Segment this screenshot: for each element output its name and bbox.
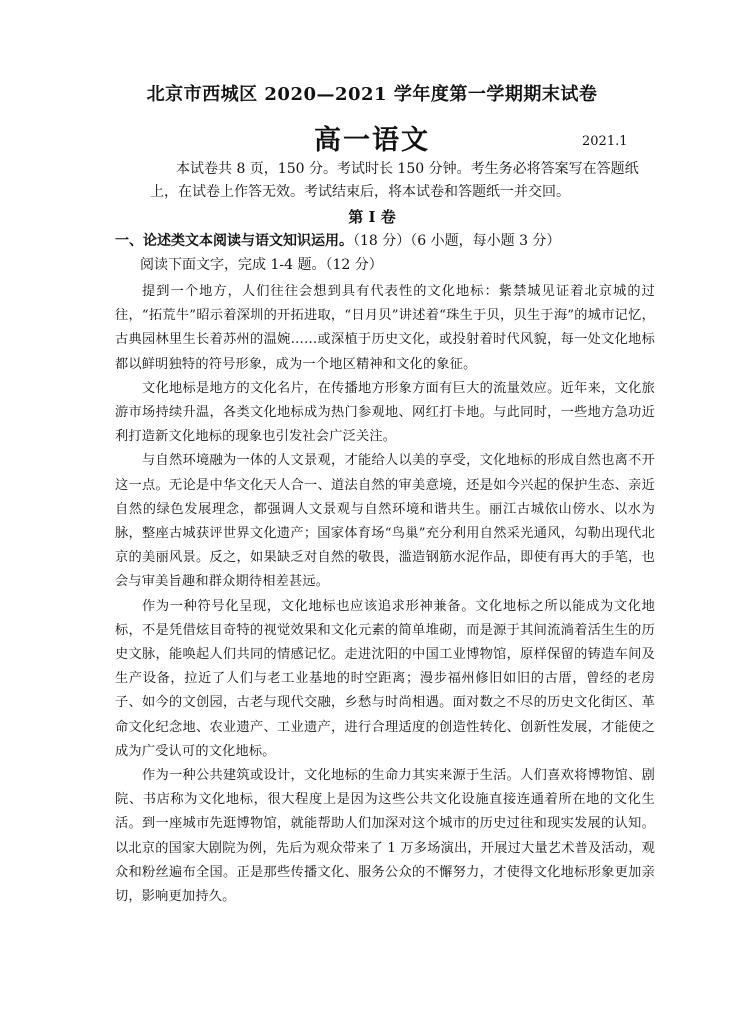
section-title: 一、论述类文本阅读与语文知识运用。 [115,233,353,249]
volume-heading: 第 I 卷 [348,208,396,226]
section-heading [115,230,675,250]
subject-title: 高一语文 [314,125,430,156]
article-paragraph-2: 文化地标是地方的文化名片，在传播地方形象方面有巨大的流量效应。近年来，文化旅游市场持续升温，各类文化地标成为热门参观地、网红打卡地。与此同时，一些地方急功近利打造新文化地标的现象也引发社会广泛关注。 [115,380,655,445]
article-paragraph-5: 作为一种公共建筑或设计，文化地标的生命力其实来源于生活。人们喜欢将博物馆、剧院、书店称为文化地标，很大程度上是因为这些公共文化设施直接连通着所在地的文化生活。到一座城市先逛博物馆，就能帮助人们加深对这个城市的历史过往和现实发展的认知。以北京的国家大剧院为例，先后为观众带来了 1 万多场演出，开展过大量艺术普及活动，观众和粉丝遍布全国。正是那些传播文化、服务公众的不懈努力，才使得文化地标形象更加亲切，影响更加持久。 [115,768,655,905]
section-detail: （18 分）（6 小题，每小题 3 分） [353,233,561,249]
article-paragraph-4: 作为一种符号化呈现，文化地标也应该追求形神兼备。文化地标之所以能成为文化地标，不是凭借炫目奇特的视觉效果和文化元素的简单堆砌，而是源于其间流淌着活生生的历史文脉，能唤起人们共同的情感记忆。走进沈阳的中国工业博物馆，原样保留的铸造车间及生产设备，拉近了人们与老工业基地的时空距离；漫步福州修旧如旧的古厝，曾经的老房子、如今的文创园，古老与现代交融，乡愁与时尚相遇。面对数之不尽的历史文化街区、革命文化纪念地、农业遗产、工业遗产，进行合理适度的创造性转化、创新性发展，才能使之成为广受认可的文化地标。 [115,598,655,759]
exam-header: 北京市西城区 2020—2021 学年度第一学期期末试卷 [146,84,598,105]
exam-intro: 本试卷共 8 页，150 分。考试时长 150 分钟。考生务必将答案写在答题纸上，在试卷上作答无效。考试结束后，将本试卷和答题纸一并交回。 [150,161,639,200]
exam-date: 2021.1 [582,134,628,149]
reading-article [115,280,655,909]
reading-instruction: 阅读下面文字，完成 1-4 题。（12 分） [140,257,383,273]
article-paragraph-3: 与自然环境融为一体的人文景观，才能给人以美的享受，文化地标的形成自然也离不开这一点。无论是中华文化天人合一、道法自然的审美意境，还是如今兴起的保护生态、亲近自然的绿色发展理念，都强调人文景观与自然环境和谐共生。丽江古城依山傍水、以水为脉，整座古城获评世界文化遗产；国家体育场“鸟巢”充分利用自然采光通风，勾勒出现代北京的美丽风景。反之，如果缺乏对自然的敬畏，滥造钢筋水泥作品，即使有再大的手笔，也会与审美旨趣和群众期待相差甚远。 [115,453,655,590]
subject-row [0,118,744,154]
article-paragraph-1: 提到一个地方，人们往往会想到具有代表性的文化地标：紫禁城见证着北京城的过往，“拓荒牛”昭示着深圳的开拓进取，“日月贝”讲述着“珠生于贝，贝生于海”的城市记忆，古典园林里生长着苏州的温婉……或深植于历史文化，或投射着时代风貌，每一处文化地标都以鲜明独特的符号形象，成为一个地区精神和文化的象征。 [115,284,655,372]
